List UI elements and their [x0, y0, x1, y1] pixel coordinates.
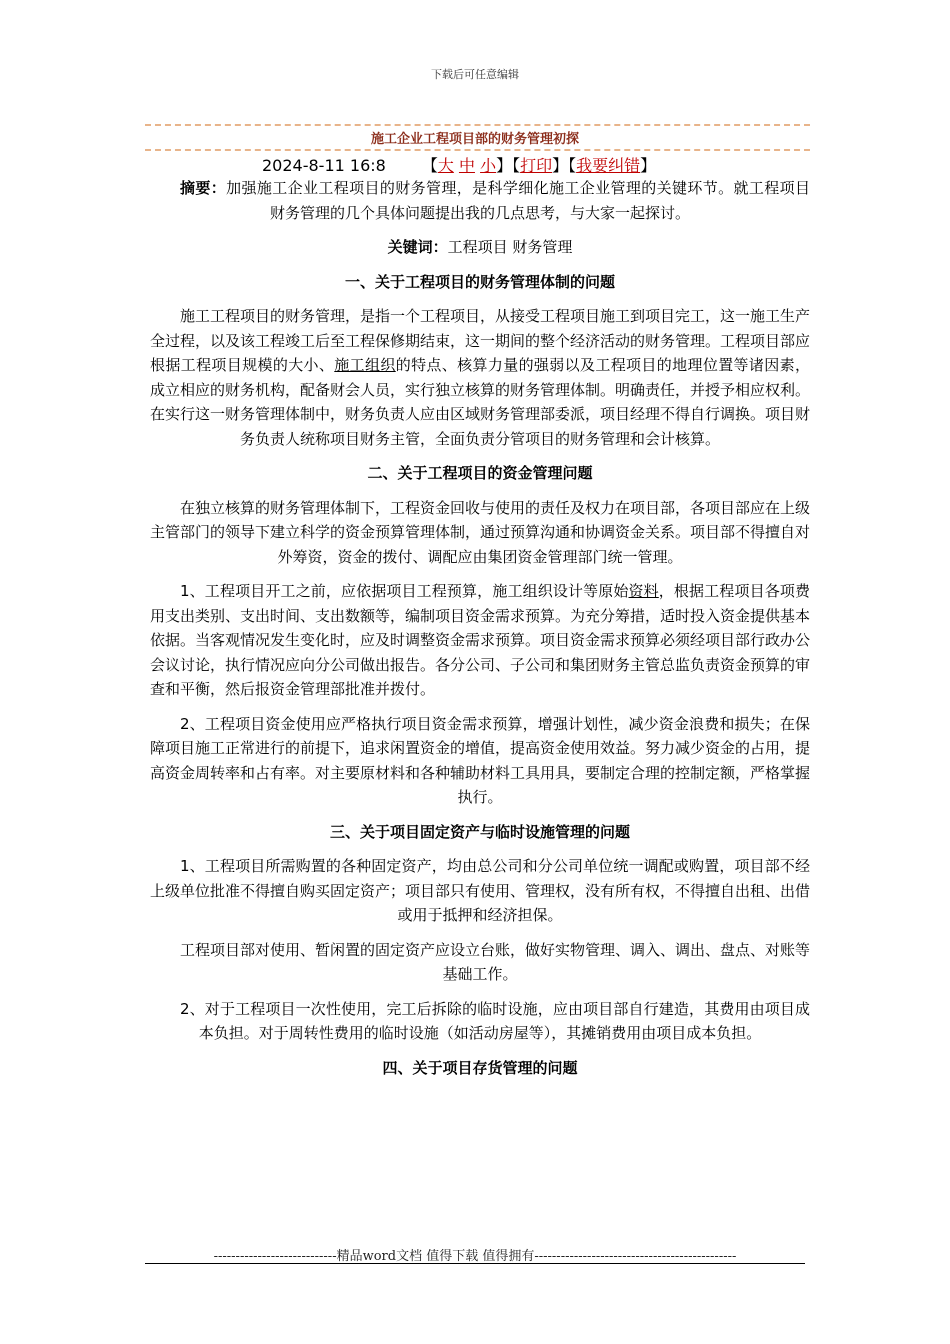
section-3-paragraph-1 [150, 854, 810, 928]
materials-link[interactable]: 资料 [628, 582, 659, 600]
section-4-heading: 四、关于项目存货管理的问题 [382, 1058, 578, 1077]
item-number: 1 [180, 582, 190, 600]
bracket-close: 】 [640, 156, 657, 175]
section-3-paragraph-3 [150, 997, 810, 1046]
title-divider-bottom [145, 149, 810, 151]
section-2-p2-text-a: 、工程项目开工之前，应依据项目工程预算，施工组织设计等原始 [189, 582, 629, 600]
section-2-p2-text-b: ，根据工程项目各项费用支出类别、支出时间、支出数额等，编制项目资金需求预算。为充分筹措，适时投入资金提供基本依据。当客观情况发生变化时，应及时调整资金需求预算。项目资金需求预算必须经项目部行政办公会议讨论，执行情况应向分公司做出报告。各分公司、子公司和集团财务主管总监负责资金预算的审查和平衡，然后报资金管理部批准并拨付。 [150, 582, 811, 698]
section-1-paragraph-1 [150, 304, 810, 451]
report-error-link[interactable]: 我要纠错 [576, 156, 641, 175]
abstract-text: 加强施工企业工程项目的财务管理，是科学细化施工企业管理的关键环节。就工程项目财务管理的几个具体问题提出我的几点思考，与大家一起探讨。 [226, 179, 810, 222]
section-3-p3-text: 、对于工程项目一次性使用，完工后拆除的临时设施，应由项目部自行建造，其费用由项目成本负担。对于周转性费用的临时设施（如活动房屋等），其摊销费用由项目成本负担。 [189, 999, 810, 1042]
section-3-paragraph-2: 工程项目部对使用、暂闲置的固定资产应设立台账，做好实物管理、调入、调出、盘点、对账等基础工作。 [180, 940, 811, 983]
construction-org-link[interactable]: 施工组织 [334, 356, 396, 374]
section-3-heading: 三、关于项目固定资产与临时设施管理的问题 [329, 822, 630, 841]
bracket-sep-2: 】【 [552, 156, 577, 175]
keywords-paragraph [150, 235, 810, 260]
item-number: 2 [180, 999, 190, 1018]
abstract-paragraph [150, 176, 810, 225]
abstract-label: 摘要： [180, 179, 227, 197]
footer-note: ----------------------------精品word文档 值得下载 值得拥有---------------------------------------------- [213, 1249, 737, 1264]
section-2-heading: 二、关于工程项目的资金管理问题 [367, 464, 593, 482]
keywords-label: 关键词： [387, 238, 448, 256]
print-link[interactable]: 打印 [520, 156, 553, 175]
section-2-p3-text: 、工程项目资金使用应严格执行项目资金需求预算，增强计划性，减少资金浪费和损失；在保障项目施工正常进行的前提下，追求闲置资金的增值，提高资金使用效益。努力减少资金的占用，提高资金周转率和占有率。对主要原材料和各种辅助材料工具用具，要制定合理的控制定额，严格掌握执行。 [150, 714, 811, 806]
article-body [150, 176, 810, 1090]
section-3-p1-text: 、工程项目所需购置的各种固定资产，均由总公司和分公司单位统一调配或购置，项目部不经上级单位批准不得擅自购买固定资产；项目部只有使用、管理权，没有所有权，不得擅自出租、出借或用于抵押和经济担保。 [150, 857, 811, 924]
section-2-paragraph-3 [150, 712, 810, 810]
item-number: 2 [180, 714, 190, 733]
article-meta [262, 153, 656, 176]
section-2-paragraph-1: 在独立核算的财务管理体制下，工程资金回收与使用的责任及权力在项目部，各项目部应在上级主管部门的领导下建立科学的资金预算管理体制，通过预算沟通和协调资金关系。项目部不得擅自对外筹资，资金的拨付、调配应由集团资金管理部门统一管理。 [150, 498, 811, 566]
font-size-large-link[interactable]: 大 [437, 156, 454, 175]
title-divider-top [145, 124, 810, 126]
section-1-text-b: 的特点、核算力量的强弱以及工程项目的地理位置等诸因素，成立相应的财务机构，配备财会人员，实行独立核算的财务管理体制。明确责任，并授予相应权利。在实行这一财务管理体制中，财务负责人应由区域财务管理部委派，项目经理不得自行调换。项目财务负责人统称项目财务主管，全面负责分管项目的财务管理和会计核算。 [150, 356, 811, 448]
section-2-paragraph-2 [150, 579, 810, 702]
bracket-open: 【 [421, 156, 438, 175]
section-1-heading: 一、关于工程项目的财务管理体制的问题 [344, 272, 615, 291]
section-1-text-a: 施工工程项目的财务管理，是指一个工程项目，从接受工程项目施工到项目完工，这一施工生产全过程，以及该工程竣工后至工程保修期结束，这一期间的整个经济活动的财务管理。工程项目部应根据工程项目规模的大小、 [150, 307, 811, 374]
footer-divider [145, 1263, 805, 1264]
font-size-small-link[interactable]: 小 [480, 156, 497, 175]
item-number: 1 [180, 857, 190, 875]
bracket-sep-1: 】【 [496, 156, 521, 175]
keywords-text: 工程项目 财务管理 [447, 238, 573, 256]
header-note: 下载后可任意编辑 [431, 68, 519, 81]
document-title: 施工企业工程项目部的财务管理初探 [370, 132, 579, 147]
font-size-medium-link[interactable]: 中 [458, 156, 475, 175]
publish-date: 2024-8-11 16:8 [262, 156, 386, 175]
